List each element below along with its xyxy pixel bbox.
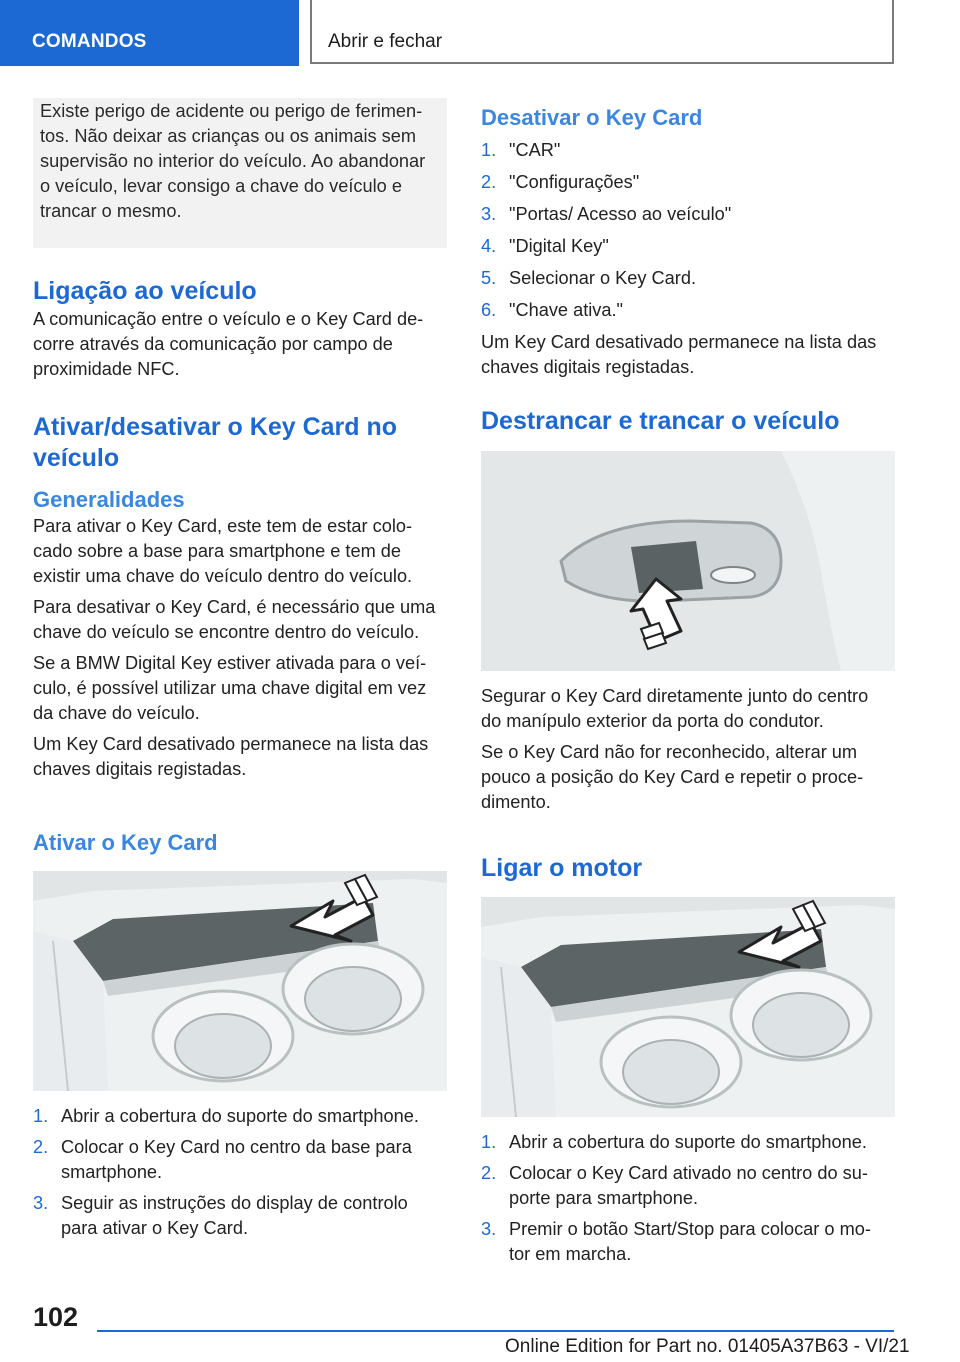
- section-desativar-key-card: [481, 104, 895, 380]
- list-item: [481, 234, 895, 259]
- list-item: [481, 170, 895, 195]
- step-text: porte para smartphone.: [509, 1188, 699, 1208]
- step-text: Colocar o Key Card ativado no centro do su-: [509, 1163, 868, 1183]
- list-item: [481, 298, 895, 323]
- heading-ativar-desativar-line1: Ativar/desativar o Key Card no: [33, 413, 398, 441]
- list-item: [481, 1130, 895, 1155]
- list-item: [481, 138, 895, 163]
- paragraph-line: proximidade NFC.: [33, 359, 180, 379]
- step-text: "Digital Key": [509, 236, 609, 256]
- step-text: Premir o botão Start/Stop para colocar o mo-: [509, 1219, 871, 1239]
- door-handle-drawing: [481, 451, 895, 671]
- paragraph-line: Um Key Card desativado permanece na lista das: [33, 734, 429, 754]
- steps-ligar-motor: [481, 1130, 895, 1267]
- paragraph-line: existir uma chave do veículo dentro do veículo.: [33, 566, 413, 586]
- list-item: [33, 1104, 447, 1129]
- edition-text: Online Edition for Part no. 01405A37B63 - VI/21: [505, 1336, 910, 1357]
- paragraph-line: Se o Key Card não for reconhecido, alterar um: [481, 742, 858, 762]
- chapter-title: Abrir e fechar: [328, 31, 443, 52]
- chapter-tab: [310, 0, 894, 64]
- tray-drawing-2: [481, 897, 895, 1117]
- step-number: 2.: [481, 1163, 497, 1183]
- step-text: "Portas/ Acesso ao veículo": [509, 204, 732, 224]
- step-number: 3.: [33, 1193, 49, 1213]
- subheading-desativar-key-card: Desativar o Key Card: [481, 105, 703, 130]
- section-title: COMANDOS: [32, 31, 147, 52]
- step-text: Seguir as instruções do display de controlo: [61, 1193, 408, 1213]
- step-text: Abrir a cobertura do suporte do smartphone.: [509, 1132, 867, 1152]
- step-text: para ativar o Key Card.: [61, 1218, 249, 1238]
- step-text: Colocar o Key Card no centro da base para: [61, 1137, 412, 1157]
- warning-line: tos. Não deixar as crianças ou os animais sem: [40, 126, 417, 146]
- illustration-smartphone-tray-2: [481, 897, 895, 1117]
- warning-box: [33, 98, 447, 248]
- heading-destrancar: Destrancar e trancar o veículo: [481, 407, 840, 435]
- tray-drawing: [33, 871, 447, 1091]
- step-number: 2.: [481, 172, 497, 192]
- paragraph-line: A comunicação entre o veículo e o Key Card de-: [33, 309, 424, 329]
- paragraph-line: chaves digitais registadas.: [481, 357, 695, 377]
- paragraph-line: chave do veículo se encontre dentro do veículo.: [33, 622, 420, 642]
- paragraph-line: pouco a posição do Key Card e repetir o proce-: [481, 767, 864, 787]
- warning-line: trancar o mesmo.: [40, 201, 182, 221]
- subheading-ativar-key-card: Ativar o Key Card: [33, 830, 218, 855]
- paragraph-line: cado sobre a base para smartphone e tem de: [33, 541, 402, 561]
- list-item: [481, 202, 895, 227]
- section-destrancar: [481, 406, 895, 437]
- list-item: [33, 1191, 447, 1241]
- destrancar-text: [481, 684, 895, 815]
- list-item: [481, 1161, 895, 1211]
- paragraph-line: Um Key Card desativado permanece na lista das: [481, 332, 877, 352]
- step-number: 5.: [481, 268, 497, 288]
- heading-ligar-motor: Ligar o motor: [481, 854, 643, 882]
- heading-ativar-desativar-line2: veículo: [33, 444, 120, 472]
- warning-line: supervisão no interior do veículo. Ao abandonar: [40, 151, 426, 171]
- section-ligar-motor: [481, 853, 895, 884]
- step-text: "Chave ativa.": [509, 300, 624, 320]
- list-item: [481, 266, 895, 291]
- step-text: Abrir a cobertura do suporte do smartphone.: [61, 1106, 419, 1126]
- steps-ativar: [33, 1104, 447, 1241]
- subheading-generalidades: Generalidades: [33, 487, 185, 512]
- paragraph-line: dimento.: [481, 792, 551, 812]
- heading-ligacao: Ligação ao veículo: [33, 277, 257, 305]
- illustration-smartphone-tray: [33, 871, 447, 1091]
- paragraph-line: Para ativar o Key Card, este tem de estar colo-: [33, 516, 413, 536]
- paragraph-line: corre através da comunicação por campo de: [33, 334, 393, 354]
- illustration-door-handle: [481, 451, 895, 671]
- step-number: 3.: [481, 204, 497, 224]
- paragraph-line: culo, é possível utilizar uma chave digital em vez: [33, 678, 427, 698]
- step-text: "Configurações": [509, 172, 640, 192]
- list-item: [481, 1217, 895, 1267]
- paragraph-line: da chave do veículo.: [33, 703, 200, 723]
- section-tab: [0, 0, 299, 66]
- step-number: 3.: [481, 1219, 497, 1239]
- list-item: [33, 1135, 447, 1185]
- step-number: 1.: [481, 1132, 497, 1152]
- step-number: 1.: [481, 140, 497, 160]
- warning-line: Existe perigo de acidente ou perigo de ferimen-: [40, 101, 423, 121]
- paragraph-line: chaves digitais registadas.: [33, 759, 247, 779]
- section-ativar-key-card: [33, 829, 447, 857]
- step-text: Selecionar o Key Card.: [509, 268, 697, 288]
- section-ligacao: [33, 276, 447, 382]
- page-number: 102: [33, 1302, 79, 1332]
- step-number: 4.: [481, 236, 497, 256]
- step-text: tor em marcha.: [509, 1244, 632, 1264]
- paragraph-line: Segurar o Key Card diretamente junto do centro: [481, 686, 869, 706]
- warning-line: o veículo, levar consigo a chave do veículo e: [40, 176, 402, 196]
- footer-divider: [97, 1330, 894, 1332]
- step-text: smartphone.: [61, 1162, 163, 1182]
- step-number: 6.: [481, 300, 497, 320]
- step-text: "CAR": [509, 140, 561, 160]
- paragraph-line: do manípulo exterior da porta do condutor.: [481, 711, 824, 731]
- paragraph-line: Se a BMW Digital Key estiver ativada para o veí-: [33, 653, 427, 673]
- step-number: 2.: [33, 1137, 49, 1157]
- paragraph-line: Para desativar o Key Card, é necessário que uma: [33, 597, 436, 617]
- section-ativar-desativar: [33, 412, 447, 782]
- step-number: 1.: [33, 1106, 49, 1126]
